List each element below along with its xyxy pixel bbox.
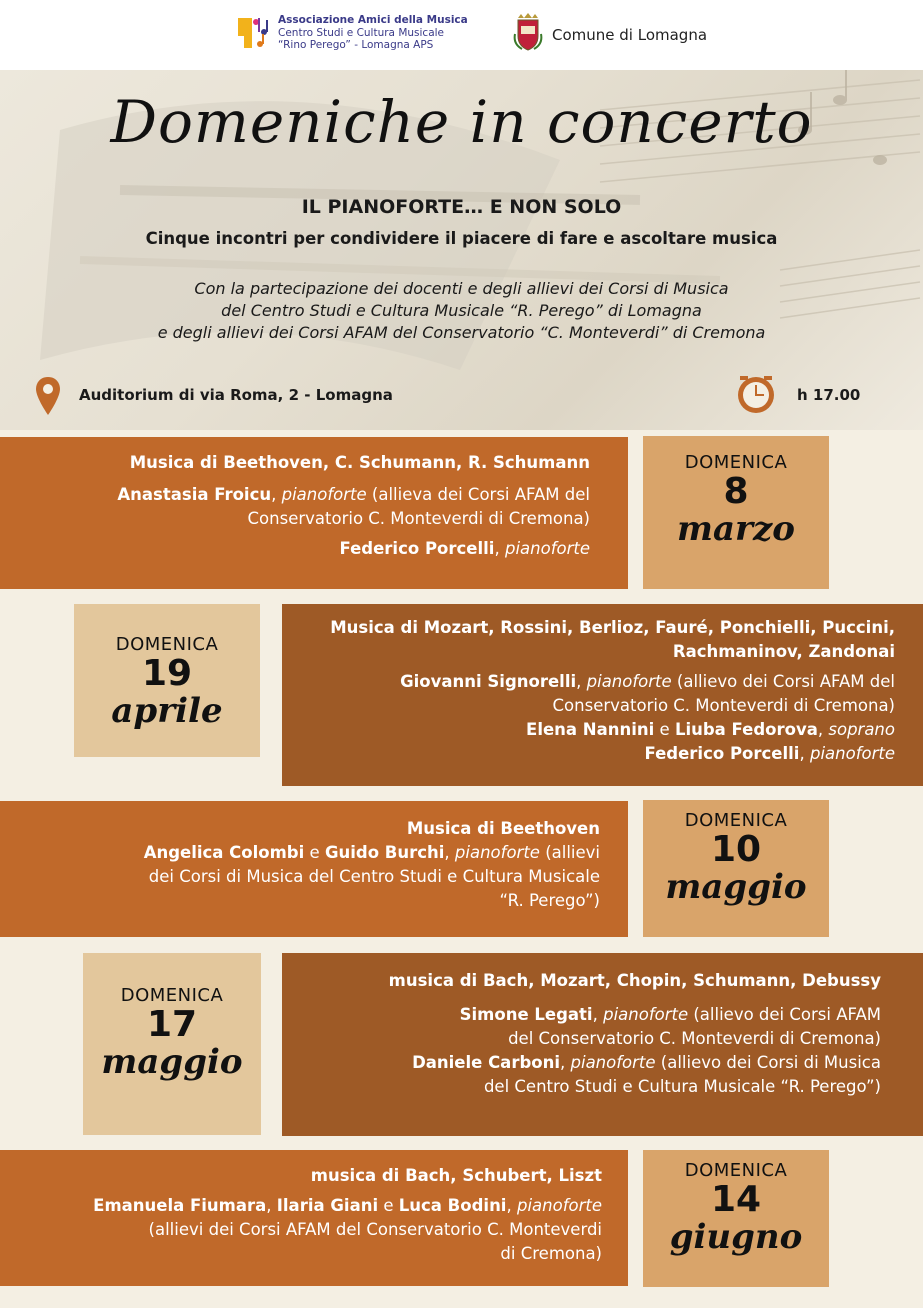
association-line-1: Associazione Amici della Musica bbox=[278, 14, 468, 26]
intro-line: Con la partecipazione dei docenti e degli allievi dei Corsi di Musica bbox=[194, 279, 729, 298]
subtitle: IL PIANOFORTE… E NON SOLO bbox=[301, 196, 622, 218]
performer-name: Guido Burchi bbox=[324, 843, 445, 862]
concert-details-1: Musica di Beethoven, C. Schumann, R. Schumann Anastasia Froicu, pianoforte (allieva dei Corsi AFAM del Conservatorio C. Monteverdi di Cremona) Federico Porcelli, pianoforte bbox=[0, 437, 628, 589]
date-box-5 bbox=[643, 1150, 829, 1287]
performer-note: (allievo dei Corsi di Musica bbox=[655, 1053, 881, 1072]
month: maggio bbox=[101, 1042, 243, 1082]
instrument: pianoforte bbox=[281, 485, 367, 504]
venue-address: Auditorium di via Roma, 2 - Lomagna bbox=[79, 386, 393, 404]
performer-name: Luca Bodini bbox=[398, 1196, 507, 1215]
date-box-1 bbox=[643, 436, 829, 589]
intro-text bbox=[0, 278, 923, 344]
performer-name: Federico Porcelli bbox=[644, 744, 800, 763]
performer-name: Angelica Colombi bbox=[143, 843, 305, 862]
clock-icon bbox=[736, 374, 776, 414]
performer-name: Ilaria Giani bbox=[276, 1196, 379, 1215]
program: Rachmaninov, Zandonai bbox=[672, 642, 895, 661]
weekday: DOMENICA bbox=[684, 452, 788, 473]
concert-details-5: musica di Bach, Schubert, Liszt Emanuela Fiumara, Ilaria Giani e Luca Bodini, pianoforte (allievi dei Corsi AFAM del Conservatorio C. Monteverdi di Cremona) bbox=[0, 1150, 628, 1286]
month: marzo bbox=[677, 509, 795, 549]
conjunction: e bbox=[654, 720, 675, 739]
weekday: DOMENICA bbox=[684, 1160, 788, 1181]
performer-note: Conservatorio C. Monteverdi di Cremona) bbox=[247, 509, 590, 528]
performer-note: (allievi bbox=[539, 843, 600, 862]
program: musica di Bach, Mozart, Chopin, Schumann, Debussy bbox=[388, 971, 881, 990]
location-pin-icon bbox=[35, 376, 61, 416]
intro-line: del Centro Studi e Cultura Musicale “R. Perego” di Lomagna bbox=[221, 301, 702, 320]
program: Musica di Mozart, Rossini, Berlioz, Fauré, Ponchielli, Puccini, bbox=[330, 618, 895, 637]
association-line-3: “Rino Perego” - Lomagna APS bbox=[278, 39, 434, 51]
program: Musica di Beethoven bbox=[406, 819, 600, 838]
conjunction: e bbox=[304, 843, 325, 862]
date-box-2 bbox=[74, 604, 260, 757]
day-number: 14 bbox=[710, 1179, 762, 1220]
association-line-2: Centro Studi e Cultura Musicale bbox=[278, 26, 445, 39]
performer-note: “R. Perego”) bbox=[499, 891, 600, 910]
separator: , bbox=[266, 1196, 277, 1215]
coat-of-arms-icon bbox=[513, 12, 543, 52]
performer-note: Conservatorio C. Monteverdi di Cremona) bbox=[552, 696, 895, 715]
program: musica di Bach, Schubert, Liszt bbox=[310, 1166, 602, 1185]
date-box-4 bbox=[83, 953, 261, 1135]
association-name bbox=[278, 14, 468, 52]
instrument: pianoforte bbox=[516, 1196, 602, 1215]
association-logo bbox=[232, 14, 272, 54]
instrument: pianoforte bbox=[809, 744, 895, 763]
performer-name: Anastasia Froicu bbox=[117, 485, 272, 504]
program: Musica di Beethoven, C. Schumann, R. Schumann bbox=[129, 453, 590, 472]
performer-note: (allievi dei Corsi AFAM del Conservatorio C. Monteverdi bbox=[148, 1220, 602, 1239]
day-number: 17 bbox=[146, 1004, 198, 1045]
header-bar bbox=[0, 0, 923, 70]
instrument: pianoforte bbox=[454, 843, 540, 862]
performer-name: Liuba Fedorova bbox=[674, 720, 818, 739]
date-box-3 bbox=[643, 800, 829, 937]
performer-name: Elena Nannini bbox=[526, 720, 655, 739]
month: aprile bbox=[111, 691, 223, 731]
instrument: pianoforte bbox=[603, 1005, 689, 1024]
performer-note: (allieva dei Corsi AFAM del bbox=[366, 485, 590, 504]
performer-note: (allievo dei Corsi AFAM bbox=[688, 1005, 881, 1024]
instrument: pianoforte bbox=[570, 1053, 656, 1072]
page-title: Domeniche in concerto bbox=[110, 88, 813, 156]
performer-name: Federico Porcelli bbox=[339, 539, 495, 558]
performer-note: dei Corsi di Musica del Centro Studi e Cultura Musicale bbox=[148, 867, 600, 886]
weekday: DOMENICA bbox=[684, 810, 788, 831]
instrument: pianoforte bbox=[586, 672, 672, 691]
concert-details-4: musica di Bach, Mozart, Chopin, Schumann, Debussy Simone Legati, pianoforte (allievo dei Corsi AFAM del Conservatorio C. Monteverdi di Cremona) Daniele Carboni, pianoforte (allievo dei Corsi di Musica del Centro Studi e Cultura Musicale “R. Perego”) bbox=[282, 953, 923, 1136]
instrument: pianoforte bbox=[504, 539, 590, 558]
municipality-name: Comune di Lomagna bbox=[552, 26, 708, 44]
intro-line: e degli allievi dei Corsi AFAM del Conservatorio “C. Monteverdi” di Cremona bbox=[157, 323, 766, 342]
weekday: DOMENICA bbox=[120, 985, 224, 1006]
performer-note: del Conservatorio C. Monteverdi di Cremona) bbox=[508, 1029, 881, 1048]
day-number: 8 bbox=[723, 471, 749, 512]
month: giugno bbox=[669, 1217, 803, 1257]
performer-name: Daniele Carboni bbox=[412, 1053, 561, 1072]
concert-details-2: Musica di Mozart, Rossini, Berlioz, Fauré, Ponchielli, Puccini, Rachmaninov, Zandonai Giovanni Signorelli, pianoforte (allievo dei Corsi AFAM del Conservatorio C. Monteverdi di Cremona) Elena Nannini e Liuba Fedorova, soprano Federico Porcelli, pianoforte bbox=[282, 604, 923, 786]
performer-name: Giovanni Signorelli bbox=[400, 672, 577, 691]
month: maggio bbox=[665, 867, 807, 907]
performer-note: del Centro Studi e Cultura Musicale “R. Perego”) bbox=[483, 1077, 881, 1096]
start-time: h 17.00 bbox=[797, 386, 861, 404]
day-number: 10 bbox=[710, 829, 762, 870]
performer-note: di Cremona) bbox=[500, 1244, 602, 1263]
performer-name: Emanuela Fiumara bbox=[93, 1196, 267, 1215]
conjunction: e bbox=[378, 1196, 399, 1215]
performer-note: (allievo dei Corsi AFAM del bbox=[671, 672, 895, 691]
instrument: soprano bbox=[828, 720, 895, 739]
tagline: Cinque incontri per condividere il piacere di fare e ascoltare musica bbox=[145, 229, 778, 248]
performer-name: Simone Legati bbox=[459, 1005, 593, 1024]
weekday: DOMENICA bbox=[115, 634, 219, 655]
day-number: 19 bbox=[141, 653, 193, 694]
concert-details-3: Musica di Beethoven Angelica Colombi e Guido Burchi, pianoforte (allievi dei Corsi di Musica del Centro Studi e Cultura Musicale “R. Perego”) bbox=[0, 801, 628, 937]
